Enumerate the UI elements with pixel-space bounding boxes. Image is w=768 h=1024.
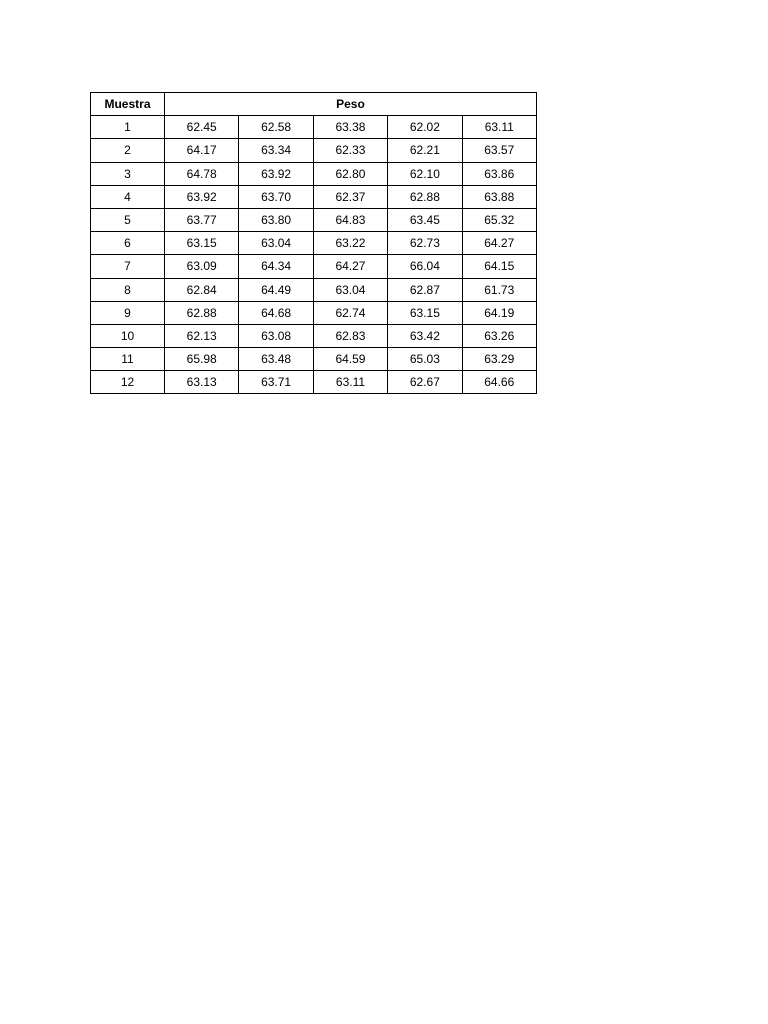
weight-value-cell: 63.57 xyxy=(462,139,536,162)
weight-value-cell: 63.29 xyxy=(462,348,536,371)
weight-value-cell: 62.88 xyxy=(165,301,239,324)
weight-value-cell: 64.78 xyxy=(165,162,239,185)
weight-value-cell: 62.80 xyxy=(313,162,387,185)
weight-value-cell: 62.45 xyxy=(165,116,239,139)
weight-value-cell: 63.92 xyxy=(239,162,313,185)
sample-number-cell: 10 xyxy=(91,324,165,347)
weight-value-cell: 63.71 xyxy=(239,371,313,394)
weight-value-cell: 63.15 xyxy=(388,301,462,324)
weight-value-cell: 62.33 xyxy=(313,139,387,162)
header-sample: Muestra xyxy=(91,93,165,116)
weight-value-cell: 63.15 xyxy=(165,232,239,255)
weight-value-cell: 63.48 xyxy=(239,348,313,371)
table-row xyxy=(91,232,537,255)
table-row xyxy=(91,116,537,139)
weight-value-cell: 64.34 xyxy=(239,255,313,278)
weight-value-cell: 64.83 xyxy=(313,208,387,231)
weight-value-cell: 63.22 xyxy=(313,232,387,255)
table-row xyxy=(91,162,537,185)
weight-value-cell: 63.80 xyxy=(239,208,313,231)
weight-value-cell: 62.67 xyxy=(388,371,462,394)
weight-value-cell: 62.74 xyxy=(313,301,387,324)
weight-value-cell: 64.66 xyxy=(462,371,536,394)
weight-value-cell: 63.13 xyxy=(165,371,239,394)
weight-value-cell: 63.77 xyxy=(165,208,239,231)
weight-value-cell: 62.88 xyxy=(388,185,462,208)
header-weight: Peso xyxy=(165,93,537,116)
weight-value-cell: 62.13 xyxy=(165,324,239,347)
weight-value-cell: 63.04 xyxy=(239,232,313,255)
sample-number-cell: 7 xyxy=(91,255,165,278)
table-row xyxy=(91,208,537,231)
table-row xyxy=(91,301,537,324)
weight-value-cell: 64.49 xyxy=(239,278,313,301)
table-row xyxy=(91,324,537,347)
weight-value-cell: 63.70 xyxy=(239,185,313,208)
weight-value-cell: 65.03 xyxy=(388,348,462,371)
weight-value-cell: 65.32 xyxy=(462,208,536,231)
weight-value-cell: 62.02 xyxy=(388,116,462,139)
weight-value-cell: 62.83 xyxy=(313,324,387,347)
weight-value-cell: 61.73 xyxy=(462,278,536,301)
sample-number-cell: 2 xyxy=(91,139,165,162)
weight-value-cell: 62.37 xyxy=(313,185,387,208)
table-row xyxy=(91,278,537,301)
weight-value-cell: 63.45 xyxy=(388,208,462,231)
weight-value-cell: 62.84 xyxy=(165,278,239,301)
weight-value-cell: 63.09 xyxy=(165,255,239,278)
sample-number-cell: 9 xyxy=(91,301,165,324)
table-body xyxy=(91,116,537,394)
weight-value-cell: 64.27 xyxy=(462,232,536,255)
weight-value-cell: 63.38 xyxy=(313,116,387,139)
weight-value-cell: 63.26 xyxy=(462,324,536,347)
weight-value-cell: 64.15 xyxy=(462,255,536,278)
table-row xyxy=(91,371,537,394)
weight-value-cell: 66.04 xyxy=(388,255,462,278)
weight-value-cell: 64.59 xyxy=(313,348,387,371)
sample-number-cell: 5 xyxy=(91,208,165,231)
weight-value-cell: 62.87 xyxy=(388,278,462,301)
table-row xyxy=(91,185,537,208)
table-row xyxy=(91,348,537,371)
weight-value-cell: 62.73 xyxy=(388,232,462,255)
weight-value-cell: 62.58 xyxy=(239,116,313,139)
weight-value-cell: 64.27 xyxy=(313,255,387,278)
table-row xyxy=(91,139,537,162)
weight-value-cell: 63.34 xyxy=(239,139,313,162)
weight-value-cell: 63.11 xyxy=(313,371,387,394)
weight-value-cell: 64.17 xyxy=(165,139,239,162)
sample-number-cell: 1 xyxy=(91,116,165,139)
weight-value-cell: 64.68 xyxy=(239,301,313,324)
weight-value-cell: 62.21 xyxy=(388,139,462,162)
sample-number-cell: 11 xyxy=(91,348,165,371)
weight-value-cell: 63.42 xyxy=(388,324,462,347)
sample-number-cell: 4 xyxy=(91,185,165,208)
weight-value-cell: 63.11 xyxy=(462,116,536,139)
table-row xyxy=(91,255,537,278)
weight-value-cell: 63.04 xyxy=(313,278,387,301)
weight-value-cell: 63.08 xyxy=(239,324,313,347)
sample-number-cell: 3 xyxy=(91,162,165,185)
weight-value-cell: 65.98 xyxy=(165,348,239,371)
weight-value-cell: 63.86 xyxy=(462,162,536,185)
table-header-row xyxy=(91,93,537,116)
sample-number-cell: 12 xyxy=(91,371,165,394)
sample-number-cell: 8 xyxy=(91,278,165,301)
weight-samples-table xyxy=(90,92,537,394)
sample-number-cell: 6 xyxy=(91,232,165,255)
weight-value-cell: 64.19 xyxy=(462,301,536,324)
weight-value-cell: 63.88 xyxy=(462,185,536,208)
weight-value-cell: 62.10 xyxy=(388,162,462,185)
weight-value-cell: 63.92 xyxy=(165,185,239,208)
